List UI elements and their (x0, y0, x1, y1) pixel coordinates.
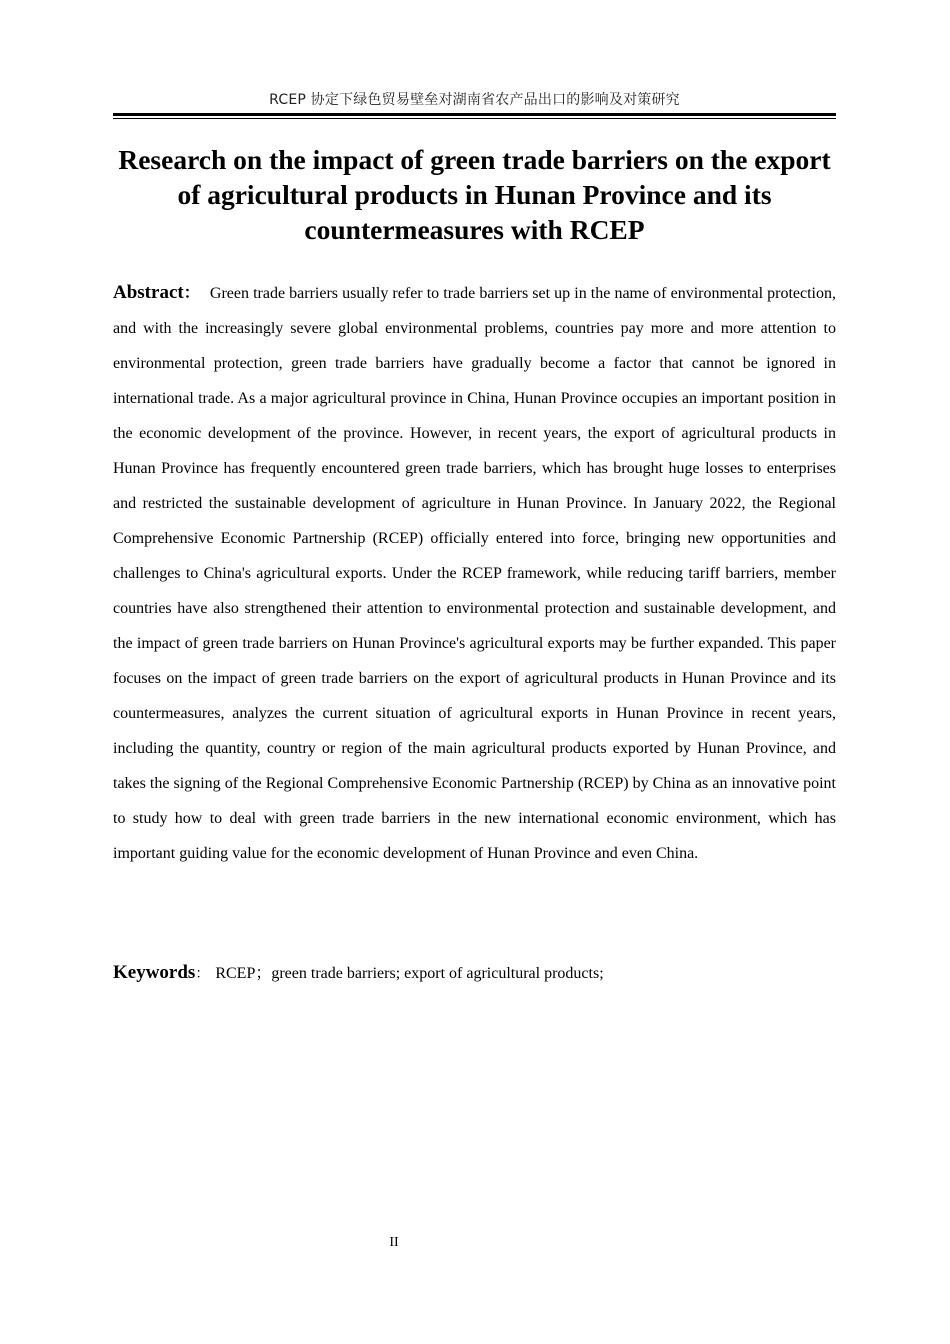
abstract-separator: ： (183, 285, 200, 302)
running-header: RCEP 协定下绿色贸易壁垒对湖南省农产品出口的影响及对策研究 (269, 92, 680, 108)
abstract-text: Green trade barriers usually refer to trade barriers set up in the name of environmental protection, and with the increasingly severe global environmental problems, countries pay more and more attention to environmental protection, green trade barriers have gradually become a factor that cannot be ignored in international trade. As a major agricultural province in China, Hunan Province occupies an important position in the economic development of the province. However, in recent years, the export of agricultural products in Hunan Province has frequently encountered green trade barriers, which has brought huge losses to enterprises and restricted the sustainable development of agriculture in Hunan Province. In January 2022, the Regional Comprehensive Economic Partnership (RCEP) officially entered into force, bringing new opportunities and challenges to China's agricultural exports. Under the RCEP framework, while reducing tariff barriers, member countries have also strengthened their attention to environmental protection and sustainable development, and the impact of green trade barriers on Hunan Province's agricultural exports may be further expanded. This paper focuses on the impact of green trade barriers on the export of agricultural products in Hunan Province and its countermeasures, analyzes the current situation of agricultural exports in Hunan Province in recent years, including the quantity, country or region of the main agricultural products exported by Hunan Province, and takes the signing of the Regional Comprehensive Economic Partnership (RCEP) by China as an innovative point to study how to deal with green trade barriers in the new international economic environment, which has important guiding value for the economic development of Hunan Province and even China. (113, 285, 836, 862)
abstract-label: Abstract (113, 282, 184, 303)
abstract-paragraph (113, 275, 836, 871)
keywords-label: Keywords (113, 962, 196, 983)
paper-title: Research on the impact of green trade barriers on the export of agricultural products in Hunan Province and its countermeasures with RCEP (118, 144, 831, 245)
header-rule (113, 113, 836, 116)
header-rule-thin (113, 118, 836, 119)
keywords-text: RCEP；green trade barriers; export of agricultural products; (215, 965, 604, 982)
keywords-line (113, 955, 836, 992)
keywords-separator: ： (195, 967, 210, 982)
page-number: II (389, 1235, 399, 1250)
